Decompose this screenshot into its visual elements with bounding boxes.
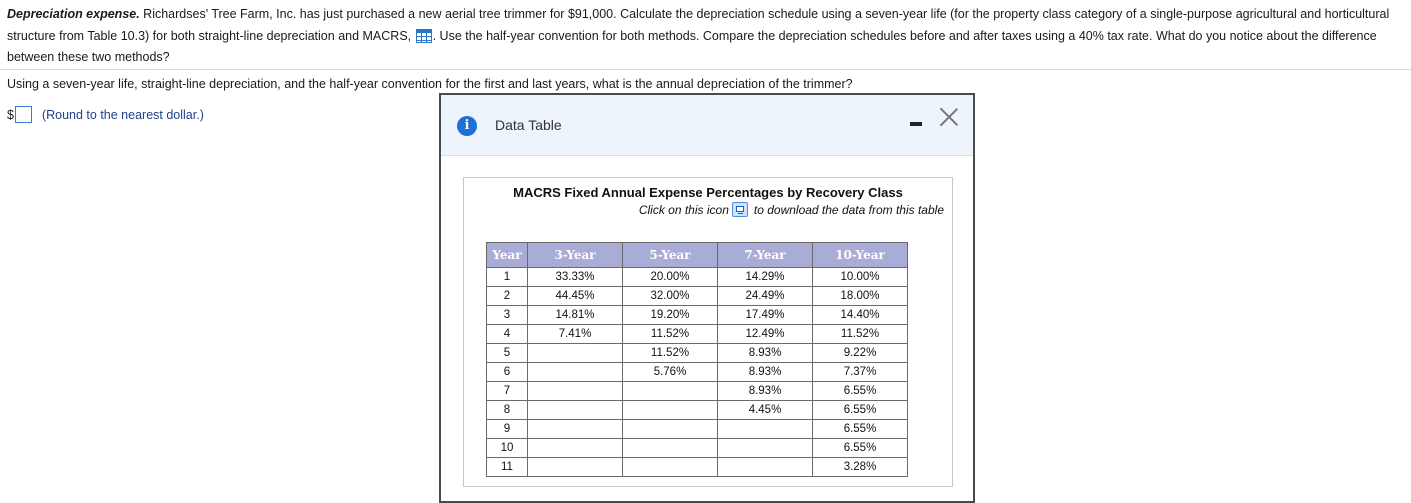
percentage-cell: 19.20% xyxy=(623,306,718,325)
percentage-cell: 33.33% xyxy=(528,268,623,287)
percentage-cell: 18.00% xyxy=(813,287,908,306)
percentage-cell: 14.29% xyxy=(718,268,813,287)
percentage-cell: 6.55% xyxy=(813,401,908,420)
percentage-cell: 8.93% xyxy=(718,363,813,382)
percentage-cell: 12.49% xyxy=(718,325,813,344)
info-icon: i xyxy=(457,116,477,136)
percentage-cell: 5.76% xyxy=(623,363,718,382)
answer-input[interactable] xyxy=(15,106,32,123)
percentage-cell xyxy=(623,382,718,401)
table-row xyxy=(487,439,908,458)
percentage-cell: 20.00% xyxy=(623,268,718,287)
percentage-cell: 24.49% xyxy=(718,287,813,306)
percentage-cell xyxy=(528,363,623,382)
header-5-year: 5-Year xyxy=(623,243,718,268)
table-row xyxy=(487,401,908,420)
answer-row xyxy=(7,106,204,123)
table-row xyxy=(487,325,908,344)
table-row xyxy=(487,306,908,325)
percentage-cell: 8.93% xyxy=(718,382,813,401)
percentage-cell xyxy=(528,401,623,420)
percentage-cell xyxy=(528,420,623,439)
divider xyxy=(0,69,1411,70)
problem-title: Depreciation expense. xyxy=(7,7,140,21)
currency-symbol: $ xyxy=(7,107,14,122)
percentage-cell xyxy=(528,344,623,363)
percentage-cell: 14.40% xyxy=(813,306,908,325)
percentage-cell: 44.45% xyxy=(528,287,623,306)
percentage-cell: 7.37% xyxy=(813,363,908,382)
header-10-year: 10-Year xyxy=(813,243,908,268)
question-text: Using a seven-year life, straight-line depreciation, and the half-year convention for the first and last years, what is the annual depreciation of the trimmer? xyxy=(7,77,853,91)
data-table-dialog xyxy=(439,93,975,503)
percentage-cell xyxy=(528,458,623,477)
answer-hint: (Round to the nearest dollar.) xyxy=(41,107,204,122)
percentage-cell xyxy=(623,439,718,458)
close-icon[interactable] xyxy=(939,107,959,127)
percentage-cell xyxy=(623,401,718,420)
year-cell: 1 xyxy=(487,268,528,287)
panel-sub-after: to download the data from this table xyxy=(753,202,944,217)
table-panel xyxy=(463,177,953,487)
problem-text-part2: . Use the half-year convention for both methods. Compare the depreciation schedules before and after taxes using a 40% tax rate. What do you notice about the difference between these two methods? xyxy=(7,28,1377,64)
percentage-cell xyxy=(528,382,623,401)
dialog-title: Data Table xyxy=(495,117,562,133)
percentage-cell: 8.93% xyxy=(718,344,813,363)
table-row xyxy=(487,287,908,306)
percentage-cell: 3.28% xyxy=(813,458,908,477)
percentage-cell: 4.45% xyxy=(718,401,813,420)
table-row xyxy=(487,420,908,439)
year-cell: 11 xyxy=(487,458,528,477)
percentage-cell: 7.41% xyxy=(528,325,623,344)
percentage-cell xyxy=(718,458,813,477)
percentage-cell: 6.55% xyxy=(813,382,908,401)
year-cell: 7 xyxy=(487,382,528,401)
minimize-icon[interactable] xyxy=(910,122,922,126)
year-cell: 5 xyxy=(487,344,528,363)
year-cell: 4 xyxy=(487,325,528,344)
macrs-table xyxy=(486,242,908,477)
header-3-year: 3-Year xyxy=(528,243,623,268)
percentage-cell: 11.52% xyxy=(623,325,718,344)
year-cell: 10 xyxy=(487,439,528,458)
percentage-cell: 6.55% xyxy=(813,420,908,439)
percentage-cell xyxy=(528,439,623,458)
table-row xyxy=(487,382,908,401)
percentage-cell: 11.52% xyxy=(623,344,718,363)
table-row xyxy=(487,363,908,382)
year-cell: 3 xyxy=(487,306,528,325)
dialog-header xyxy=(441,95,973,156)
table-row xyxy=(487,268,908,287)
download-icon[interactable] xyxy=(732,202,748,217)
year-cell: 2 xyxy=(487,287,528,306)
year-cell: 8 xyxy=(487,401,528,420)
table-row xyxy=(487,344,908,363)
percentage-cell: 9.22% xyxy=(813,344,908,363)
header-year: Year xyxy=(487,243,528,268)
table-row xyxy=(487,458,908,477)
header-7-year: 7-Year xyxy=(718,243,813,268)
percentage-cell xyxy=(718,420,813,439)
percentage-cell: 17.49% xyxy=(718,306,813,325)
percentage-cell: 11.52% xyxy=(813,325,908,344)
panel-subtitle xyxy=(639,202,944,217)
percentage-cell xyxy=(623,458,718,477)
percentage-cell: 10.00% xyxy=(813,268,908,287)
table-icon[interactable] xyxy=(416,29,432,43)
table-header-row xyxy=(487,243,908,268)
panel-title: MACRS Fixed Annual Expense Percentages by Recovery Class xyxy=(513,185,903,200)
percentage-cell: 6.55% xyxy=(813,439,908,458)
problem-text-part1: Richardses' Tree Farm, Inc. has just purchased a new aerial tree trimmer for $91,000. Calculate the depreciation schedule using a seven-year life (for the property class category of a single-purpose agricultural and horticultural structure from Table 10.3) for both straight-line depreciation and MACRS, xyxy=(7,7,1390,43)
percentage-cell: 32.00% xyxy=(623,287,718,306)
year-cell: 6 xyxy=(487,363,528,382)
year-cell: 9 xyxy=(487,420,528,439)
percentage-cell xyxy=(623,420,718,439)
panel-sub-before: Click on this icon xyxy=(638,202,729,217)
percentage-cell xyxy=(718,439,813,458)
percentage-cell: 14.81% xyxy=(528,306,623,325)
problem-statement xyxy=(7,4,1407,69)
